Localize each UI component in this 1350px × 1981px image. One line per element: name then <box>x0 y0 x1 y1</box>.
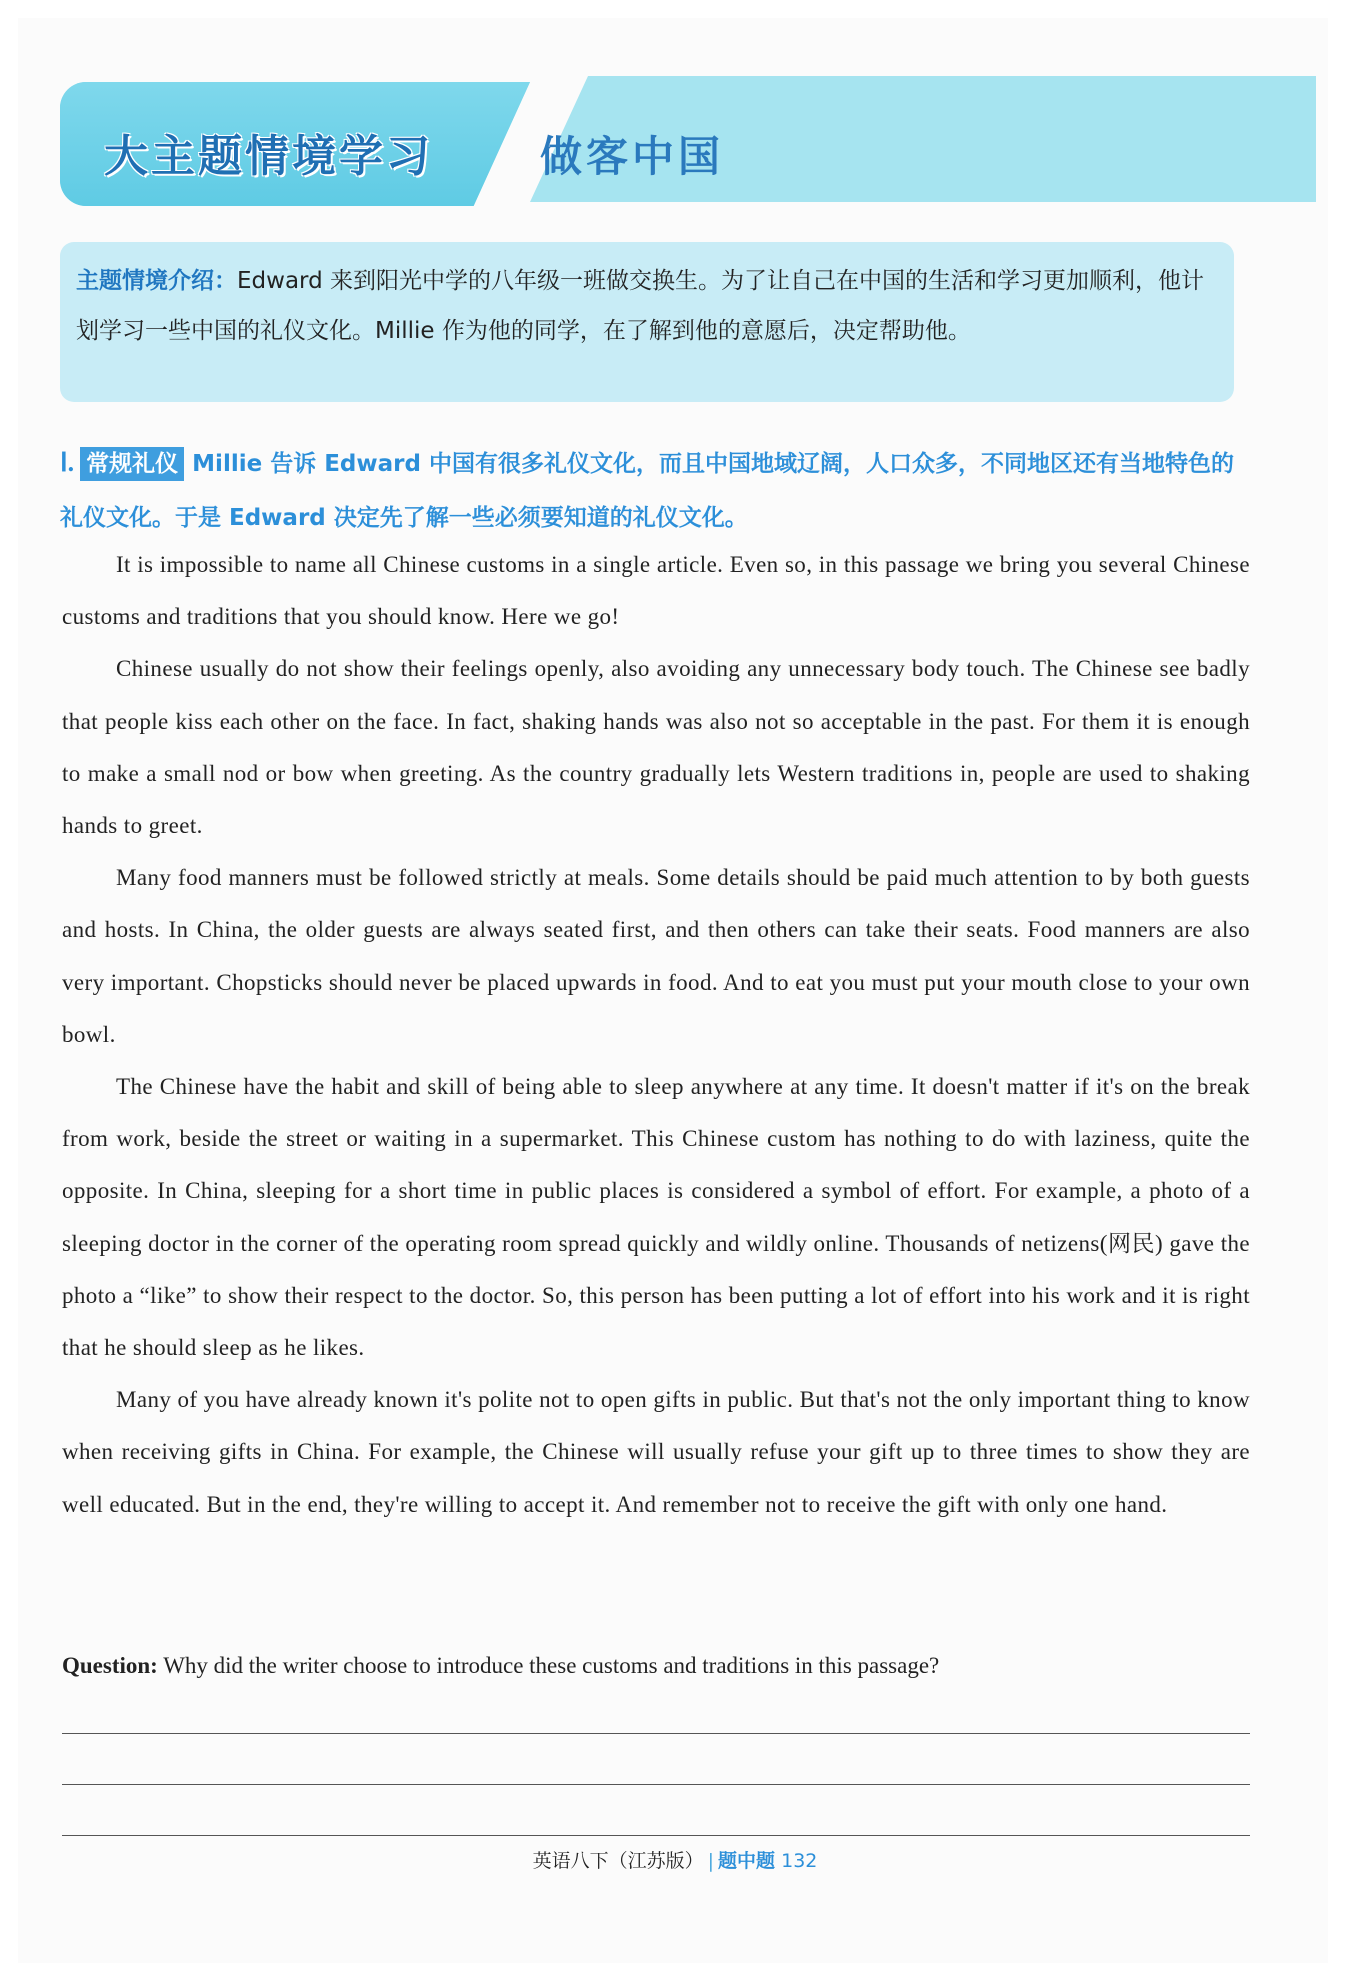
answer-line-2[interactable] <box>62 1784 1250 1785</box>
question <box>62 1640 1250 1692</box>
footer-brand: 题中题 <box>718 1850 776 1872</box>
page-subtitle: 做客中国 <box>540 132 725 181</box>
section-heading <box>60 436 1256 545</box>
theme-intro-text: Edward 来到阳光中学的八年级一班做交换生。为了让自己在中国的生活和学习更加顺利，他计划学习一些中国的礼仪文化。Millie 作为他的同学，在了解到他的意愿后，决定帮助他。 <box>76 268 1204 344</box>
page-footer <box>0 1846 1350 1873</box>
answer-line-1[interactable] <box>62 1733 1250 1734</box>
question-label: Question: <box>62 1653 158 1678</box>
passage-paragraph: Chinese usually do not show their feelings openly, also avoiding any unnecessary body touch. The Chinese see badly that people kiss each other on the face. In fact, shaking hands was also not so acceptable in the past. For them it is enough to make a small nod or bow when greeting. As the country gradually lets Western traditions in, people are used to shaking hands to greet. <box>62 656 1250 839</box>
section-number: Ⅰ. <box>60 448 75 477</box>
reading-passage <box>62 539 1250 1531</box>
theme-intro-box <box>60 242 1234 402</box>
page-number: 132 <box>781 1850 818 1872</box>
passage-paragraph: Many of you have already known it's polite not to open gifts in public. But that's not the only important thing to know when receiving gifts in China. For example, the Chinese will usually refuse your gift up to three times to show they are well educated. But in the end, they're willing to accept it. And remember not to receive the gift with only one hand. <box>62 1387 1250 1517</box>
section-text: Millie 告诉 Edward 中国有很多礼仪文化，而且中国地域辽阔，人口众多，不同地区还有当地特色的礼仪文化。于是 Edward 决定先了解一些必须要知道的礼仪文化。 <box>60 451 1234 531</box>
header-banner <box>60 76 1316 206</box>
passage-paragraph: The Chinese have the habit and skill of being able to sleep anywhere at any time. It doesn't matter if it's on the break from work, beside the street or waiting in a supermarket. This Chinese custom has nothing to do with laziness, quite the opposite. In China, sleeping for a short time in public places is considered a symbol of effort. For example, a photo of a sleeping doctor in the corner of the operating room spread quickly and wildly online. Thousands of netizens(网民) gave the photo a “like” to show their respect to the doctor. So, this person has been putting a lot of effort into his work and it is right that he should sleep as he likes. <box>62 1074 1250 1361</box>
page-title: 大主题情境学习 <box>104 131 433 182</box>
passage-paragraph: Many food manners must be followed strictly at meals. Some details should be paid much attention to by both guests and hosts. In China, the older guests are always seated first, and then others can take their seats. Food manners are also very important. Chopsticks should never be placed upwards in food. And to eat you must put your mouth close to your own bowl. <box>62 865 1250 1047</box>
answer-line-3[interactable] <box>62 1835 1250 1836</box>
question-text: Why did the writer choose to introduce these customs and traditions in this passage? <box>163 1653 940 1678</box>
footer-book-title: 英语八下（江苏版） <box>532 1850 704 1872</box>
passage-paragraph: It is impossible to name all Chinese customs in a single article. Even so, in this passage we bring you several Chinese customs and traditions that you should know. Here we go! <box>62 552 1250 630</box>
footer-separator: | <box>707 1850 715 1872</box>
theme-intro-label: 主题情境介绍： <box>76 268 237 294</box>
section-tag: 常规礼仪 <box>80 447 184 481</box>
